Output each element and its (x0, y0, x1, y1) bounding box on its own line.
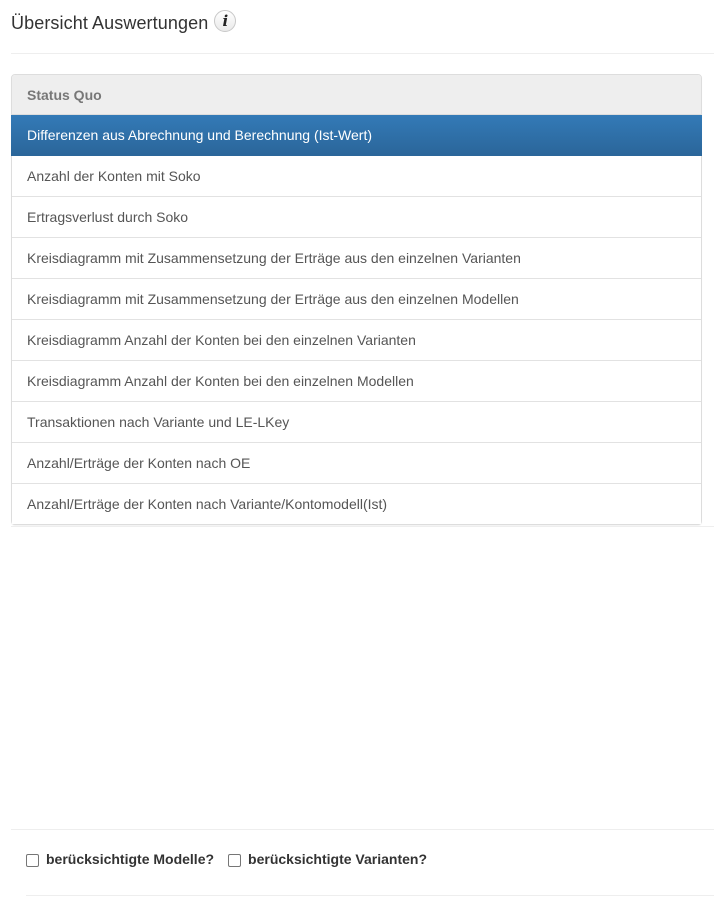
report-item-pie-ertraege-varianten[interactable]: Kreisdiagramm mit Zusammensetzung der Erträge aus den einzelnen Varianten (12, 238, 701, 279)
varianten-checkbox-label: berücksichtigte Varianten? (248, 851, 427, 867)
report-item-konten-variante-kontomodell[interactable]: Anzahl/Erträge der Konten nach Variante/Kontomodell(Ist) (12, 484, 701, 524)
report-list (12, 115, 701, 524)
report-item-pie-konten-modelle[interactable]: Kreisdiagramm Anzahl der Konten bei den einzelnen Modellen (12, 361, 701, 402)
report-item-konten-soko[interactable]: Anzahl der Konten mit Soko (12, 156, 701, 197)
footer-divider-bottom (26, 895, 714, 896)
panel-bottom-rule (11, 526, 714, 527)
info-icon[interactable]: i (214, 10, 236, 32)
panel-heading: Status Quo (12, 75, 701, 115)
report-item-pie-ertraege-modelle[interactable]: Kreisdiagramm mit Zusammensetzung der Erträge aus den einzelnen Modellen (12, 279, 701, 320)
varianten-checkbox[interactable] (228, 854, 241, 867)
footer-options (26, 848, 441, 870)
footer-divider-top (11, 829, 714, 830)
report-item-konten-oe[interactable]: Anzahl/Erträge der Konten nach OE (12, 443, 701, 484)
report-item-pie-konten-varianten[interactable]: Kreisdiagramm Anzahl der Konten bei den einzelnen Varianten (12, 320, 701, 361)
report-item-ist-differenzen[interactable]: Differenzen aus Abrechnung und Berechnung (Ist-Wert) (11, 115, 702, 156)
option-modelle[interactable] (26, 851, 214, 867)
modelle-checkbox[interactable] (26, 854, 39, 867)
reports-panel (11, 74, 702, 525)
modelle-checkbox-label: berücksichtigte Modelle? (46, 851, 215, 867)
option-varianten[interactable] (228, 851, 427, 867)
report-item-transaktionen[interactable]: Transaktionen nach Variante und LE-LKey (12, 402, 701, 443)
page-header (11, 8, 236, 38)
report-item-ertragsverlust-soko[interactable]: Ertragsverlust durch Soko (12, 197, 701, 238)
page-title: Übersicht Auswertungen (11, 12, 209, 33)
header-divider (11, 53, 714, 54)
